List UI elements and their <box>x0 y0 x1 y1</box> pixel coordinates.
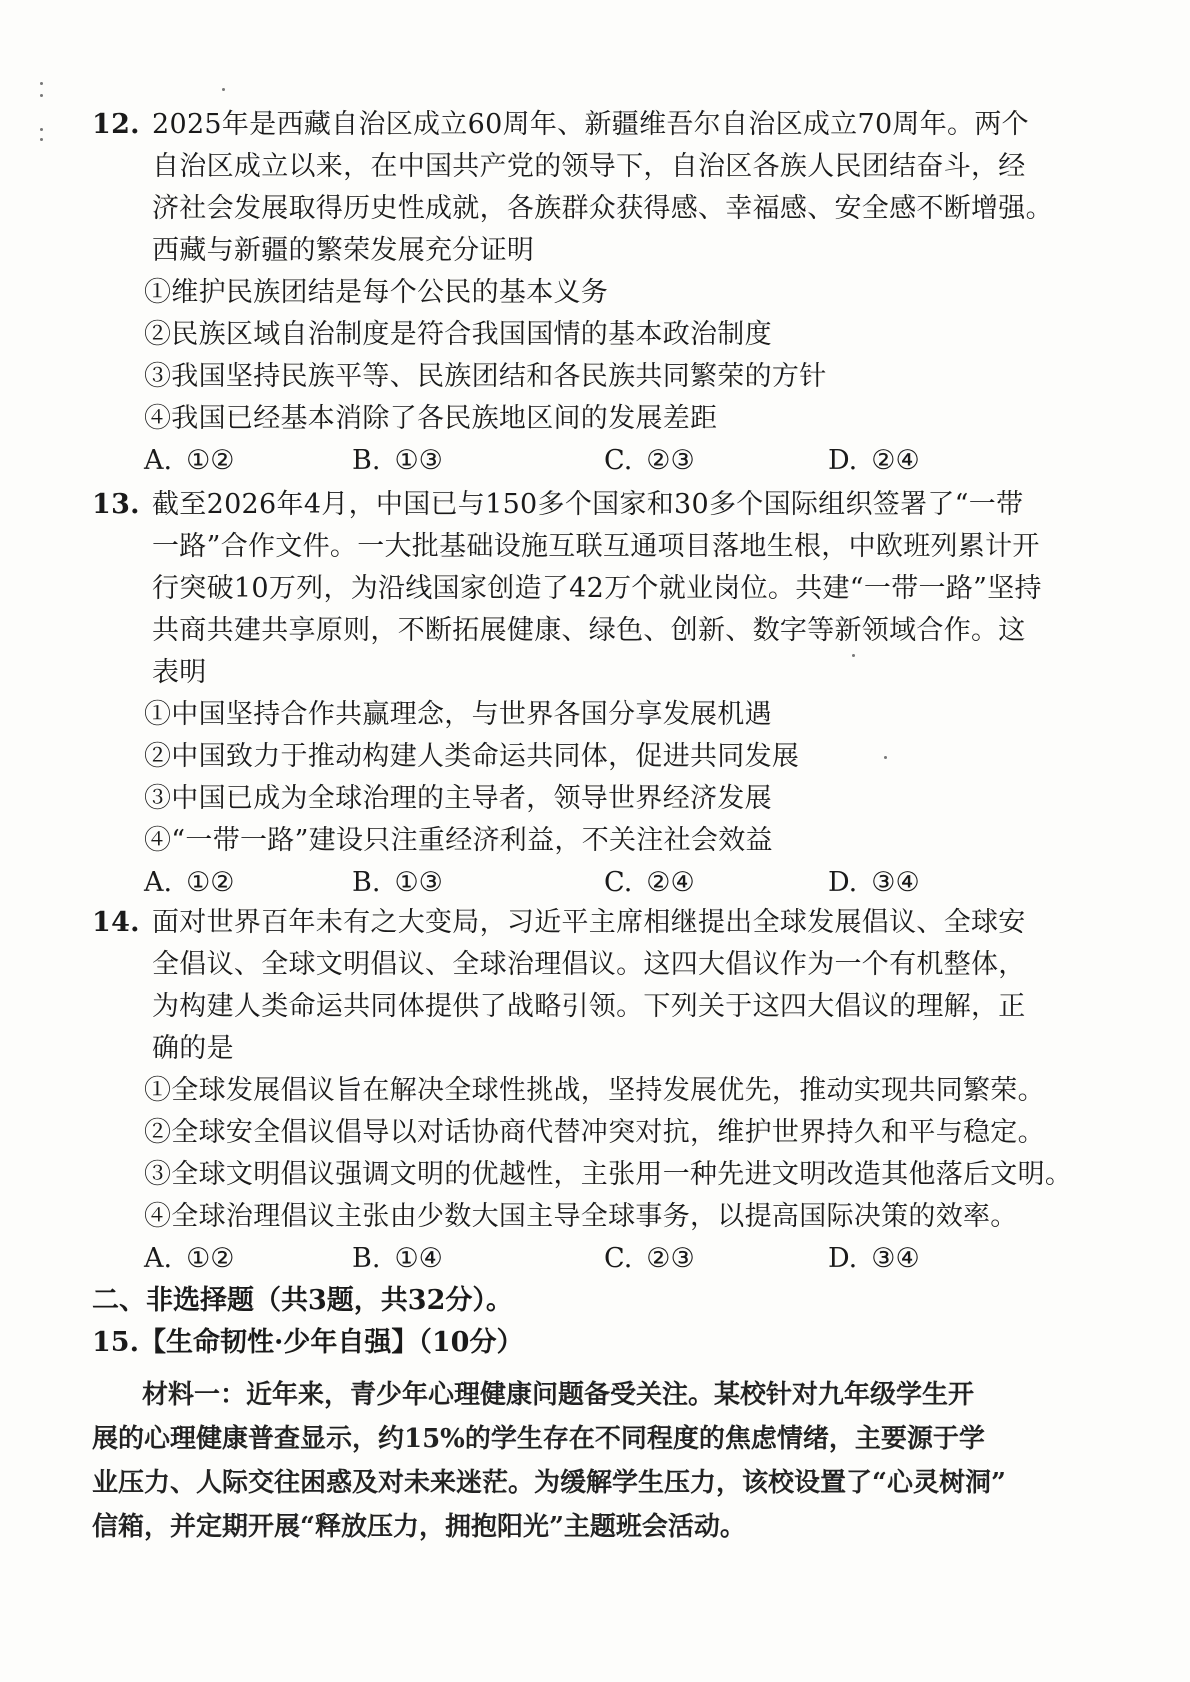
question-stem-line: 表明 <box>152 657 207 688</box>
question-stem-line: 自治区成立以来，在中国共产党的领导下，自治区各族人民团结奋斗，经 <box>152 151 1026 182</box>
choice-d[interactable]: D. ③④ <box>828 867 920 898</box>
answer-choices <box>144 866 1104 900</box>
statement-4: ④我国已经基本消除了各民族地区间的发展差距 <box>144 403 718 434</box>
section-title: 二、非选择题（共3题，共32分）。 <box>92 1285 513 1316</box>
material-line: 展的心理健康普查显示，约15%的学生存在不同程度的焦虑情绪，主要源于学 <box>92 1424 985 1454</box>
question-stem-line: 一路”合作文件。一大批基础设施互联互通项目落地生根，中欧班列累计开 <box>152 531 1040 562</box>
question-stem-line: 面对世界百年未有之大变局，习近平主席相继提出全球发展倡议、全球安 <box>152 907 1026 938</box>
statement-3: ③全球文明倡议强调文明的优越性，主张用一种先进文明改造其他落后文明。 <box>144 1159 1073 1190</box>
choice-c[interactable]: C. ②④ <box>604 867 695 898</box>
material-line: 信箱，并定期开展“释放压力，拥抱阳光”主题班会活动。 <box>92 1512 746 1542</box>
question-15-heading: 15.【生命韧性·少年自强】（10分） <box>92 1327 524 1358</box>
question-stem-line: 为构建人类命运共同体提供了战略引领。下列关于这四大倡议的理解，正 <box>152 991 1026 1022</box>
choice-a[interactable]: A. ①② <box>144 867 235 898</box>
choice-c[interactable]: C. ②③ <box>604 1243 695 1274</box>
question-number: 13. <box>92 489 140 520</box>
question-stem-line: 确的是 <box>152 1033 234 1064</box>
question-stem-line: 2025年是西藏自治区成立60周年、新疆维吾尔自治区成立70周年。两个 <box>152 109 1029 140</box>
question-number: 12. <box>92 109 140 140</box>
question-stem-line: 全倡议、全球文明倡议、全球治理倡议。这四大倡议作为一个有机整体， <box>152 949 1026 980</box>
choice-d[interactable]: D. ②④ <box>828 445 920 476</box>
choice-b[interactable]: B. ①③ <box>352 867 443 898</box>
statement-1: ①全球发展倡议旨在解决全球性挑战，坚持发展优先，推动实现共同繁荣。 <box>144 1075 1045 1106</box>
choice-d[interactable]: D. ③④ <box>828 1243 920 1274</box>
choice-c[interactable]: C. ②③ <box>604 445 695 476</box>
answer-choices <box>144 444 1104 478</box>
material-line: 材料一：近年来，青少年心理健康问题备受关注。某校针对九年级学生开 <box>142 1380 975 1410</box>
statement-1: ①中国坚持合作共赢理念，与世界各国分享发展机遇 <box>144 699 772 730</box>
statement-4: ④全球治理倡议主张由少数大国主导全球事务，以提高国际决策的效率。 <box>144 1201 1018 1232</box>
choice-b[interactable]: B. ①④ <box>352 1243 443 1274</box>
statement-2: ②民族区域自治制度是符合我国国情的基本政治制度 <box>144 319 772 350</box>
question-stem-line: 济社会发展取得历史性成就，各族群众获得感、幸福感、安全感不断增强。 <box>152 193 1053 224</box>
question-stem-line: 共商共建共享原则，不断拓展健康、绿色、创新、数字等新领域合作。这 <box>152 615 1026 646</box>
choice-a[interactable]: A. ①② <box>144 445 235 476</box>
question-stem-line: 西藏与新疆的繁荣发展充分证明 <box>152 235 535 266</box>
question-number: 14. <box>92 907 140 938</box>
choice-b[interactable]: B. ①③ <box>352 445 443 476</box>
choice-a[interactable]: A. ①② <box>144 1243 235 1274</box>
material-line: 业压力、人际交往困惑及对未来迷茫。为缓解学生压力，该校设置了“心灵树洞” <box>92 1468 1006 1498</box>
statement-4: ④“一带一路”建设只注重经济利益，不关注社会效益 <box>144 825 773 856</box>
question-stem-line: 行突破10万列，为沿线国家创造了42万个就业岗位。共建“一带一路”坚持 <box>152 573 1042 604</box>
statement-2: ②全球安全倡议倡导以对话协商代替冲突对抗，维护世界持久和平与稳定。 <box>144 1117 1045 1148</box>
statement-1: ①维护民族团结是每个公民的基本义务 <box>144 277 609 308</box>
statement-3: ③中国已成为全球治理的主导者，领导世界经济发展 <box>144 783 772 814</box>
question-stem-line: 截至2026年4月，中国已与150多个国家和30多个国际组织签署了“一带 <box>152 489 1024 520</box>
statement-2: ②中国致力于推动构建人类命运共同体，促进共同发展 <box>144 741 800 772</box>
statement-3: ③我国坚持民族平等、民族团结和各民族共同繁荣的方针 <box>144 361 827 392</box>
answer-choices <box>144 1242 1104 1276</box>
